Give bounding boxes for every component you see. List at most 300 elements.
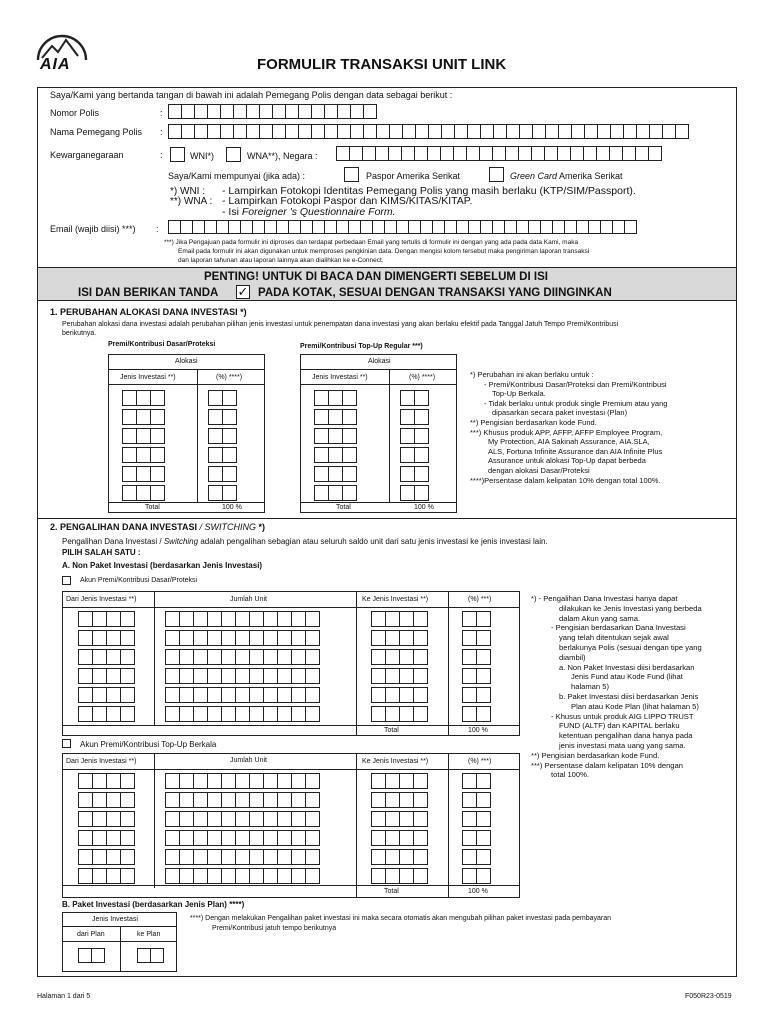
digit-box[interactable] — [150, 466, 165, 482]
digit-box[interactable] — [106, 687, 121, 703]
digit-box[interactable] — [342, 447, 357, 463]
digit-box[interactable] — [208, 390, 223, 406]
digit-input-row[interactable] — [165, 630, 319, 646]
digit-box[interactable] — [400, 485, 415, 501]
digit-input-row[interactable] — [462, 868, 490, 884]
digit-box[interactable] — [106, 830, 121, 846]
digit-box[interactable] — [277, 687, 292, 703]
digit-box[interactable] — [120, 773, 135, 789]
digit-input-row[interactable] — [122, 428, 164, 444]
digit-box[interactable] — [106, 792, 121, 808]
digit-box[interactable] — [371, 630, 386, 646]
digit-box[interactable] — [371, 649, 386, 665]
digit-box[interactable] — [120, 849, 135, 865]
digit-box[interactable] — [221, 706, 236, 722]
digit-box[interactable] — [78, 611, 93, 627]
digit-input-row[interactable] — [165, 773, 319, 789]
digit-box[interactable] — [106, 611, 121, 627]
digit-box[interactable] — [249, 811, 264, 827]
digit-input-row[interactable] — [78, 687, 134, 703]
digit-input-row[interactable] — [208, 428, 236, 444]
digit-box[interactable] — [462, 868, 477, 884]
digit-box[interactable] — [342, 409, 357, 425]
digit-box[interactable] — [399, 792, 414, 808]
digit-box[interactable] — [277, 868, 292, 884]
digit-box[interactable] — [249, 773, 264, 789]
digit-box[interactable] — [291, 706, 306, 722]
digit-input-row[interactable] — [122, 390, 164, 406]
digit-box[interactable] — [263, 773, 278, 789]
digit-box[interactable] — [193, 706, 208, 722]
digit-box[interactable] — [328, 428, 343, 444]
digit-input-row[interactable] — [371, 849, 427, 865]
digit-input-row[interactable] — [78, 773, 134, 789]
digit-box[interactable] — [277, 773, 292, 789]
digit-box[interactable] — [120, 868, 135, 884]
digit-box[interactable] — [193, 849, 208, 865]
digit-box[interactable] — [305, 687, 320, 703]
digit-box[interactable] — [193, 630, 208, 646]
digit-box[interactable] — [371, 706, 386, 722]
digit-box[interactable] — [249, 706, 264, 722]
digit-input-row[interactable] — [314, 447, 356, 463]
digit-box[interactable] — [314, 466, 329, 482]
digit-box[interactable] — [249, 687, 264, 703]
digit-box[interactable] — [179, 668, 194, 684]
digit-box[interactable] — [207, 773, 222, 789]
digit-box[interactable] — [291, 649, 306, 665]
digit-box[interactable] — [235, 849, 250, 865]
digit-box[interactable] — [120, 630, 135, 646]
digit-box[interactable] — [263, 868, 278, 884]
digit-box[interactable] — [462, 830, 477, 846]
digit-box[interactable] — [385, 830, 400, 846]
digit-input-row[interactable] — [78, 706, 134, 722]
digit-input-row[interactable] — [462, 811, 490, 827]
digit-box[interactable] — [342, 485, 357, 501]
digit-box[interactable] — [328, 466, 343, 482]
digit-box[interactable] — [92, 792, 107, 808]
digit-box[interactable] — [263, 687, 278, 703]
digit-box[interactable] — [165, 668, 180, 684]
digit-input-row[interactable] — [462, 630, 490, 646]
digit-box[interactable] — [165, 811, 180, 827]
digit-box[interactable] — [221, 611, 236, 627]
digit-box[interactable] — [371, 668, 386, 684]
ke-plan-input[interactable] — [137, 948, 163, 963]
digit-input-row[interactable] — [122, 466, 164, 482]
digit-box[interactable] — [314, 409, 329, 425]
digit-box[interactable] — [263, 668, 278, 684]
digit-input-row[interactable] — [314, 466, 356, 482]
digit-input-row[interactable] — [78, 668, 134, 684]
digit-box[interactable] — [462, 706, 477, 722]
digit-input-row[interactable] — [165, 830, 319, 846]
digit-box[interactable] — [208, 409, 223, 425]
digit-input-row[interactable] — [78, 611, 134, 627]
digit-box[interactable] — [305, 811, 320, 827]
digit-box[interactable] — [413, 830, 428, 846]
digit-box[interactable] — [208, 428, 223, 444]
digit-box[interactable] — [413, 792, 428, 808]
digit-box[interactable] — [106, 668, 121, 684]
digit-box[interactable] — [328, 485, 343, 501]
digit-box[interactable] — [249, 630, 264, 646]
digit-box[interactable] — [476, 849, 491, 865]
digit-box[interactable] — [122, 409, 137, 425]
digit-input-row[interactable] — [78, 830, 134, 846]
digit-box[interactable] — [342, 390, 357, 406]
digit-box[interactable] — [385, 792, 400, 808]
digit-input-row[interactable] — [165, 849, 319, 865]
digit-box[interactable] — [106, 849, 121, 865]
digit-box[interactable] — [221, 868, 236, 884]
digit-box[interactable] — [385, 630, 400, 646]
digit-box[interactable] — [305, 868, 320, 884]
digit-box[interactable] — [413, 706, 428, 722]
digit-box[interactable] — [277, 849, 292, 865]
digit-input-row[interactable] — [371, 649, 427, 665]
digit-box[interactable] — [371, 773, 386, 789]
digit-input-row[interactable] — [371, 611, 427, 627]
digit-box[interactable] — [399, 830, 414, 846]
digit-input-row[interactable] — [314, 390, 356, 406]
akun-dasar-checkbox[interactable] — [62, 576, 71, 585]
digit-box[interactable] — [291, 868, 306, 884]
digit-box[interactable] — [179, 868, 194, 884]
digit-box[interactable] — [221, 811, 236, 827]
digit-box[interactable] — [476, 811, 491, 827]
digit-box[interactable] — [235, 668, 250, 684]
digit-box[interactable] — [413, 773, 428, 789]
digit-box[interactable] — [385, 611, 400, 627]
digit-box[interactable] — [150, 485, 165, 501]
email-input[interactable] — [168, 220, 636, 234]
digit-input-row[interactable] — [165, 868, 319, 884]
digit-box[interactable] — [165, 773, 180, 789]
digit-box[interactable] — [277, 611, 292, 627]
digit-box[interactable] — [235, 830, 250, 846]
digit-box[interactable] — [277, 668, 292, 684]
digit-box[interactable] — [462, 630, 477, 646]
digit-input-row[interactable] — [165, 687, 319, 703]
digit-box[interactable] — [400, 447, 415, 463]
digit-box[interactable] — [92, 649, 107, 665]
digit-box[interactable] — [193, 868, 208, 884]
negara-input[interactable] — [336, 146, 661, 161]
digit-box[interactable] — [263, 611, 278, 627]
digit-box[interactable] — [291, 668, 306, 684]
digit-box[interactable] — [120, 792, 135, 808]
digit-box[interactable] — [122, 485, 137, 501]
digit-box[interactable] — [414, 466, 429, 482]
digit-box[interactable] — [193, 792, 208, 808]
digit-box[interactable] — [249, 649, 264, 665]
digit-input-row[interactable] — [208, 409, 236, 425]
digit-box[interactable] — [305, 773, 320, 789]
digit-box[interactable] — [106, 773, 121, 789]
digit-box[interactable] — [399, 668, 414, 684]
digit-box[interactable] — [291, 773, 306, 789]
digit-input-row[interactable] — [208, 390, 236, 406]
digit-box[interactable] — [235, 687, 250, 703]
digit-box[interactable] — [193, 830, 208, 846]
digit-box[interactable] — [400, 466, 415, 482]
digit-box[interactable] — [122, 390, 137, 406]
digit-box[interactable] — [414, 485, 429, 501]
digit-input-row[interactable] — [371, 811, 427, 827]
digit-box[interactable] — [179, 611, 194, 627]
digit-box[interactable] — [328, 390, 343, 406]
digit-input-row[interactable] — [165, 668, 319, 684]
digit-box[interactable] — [314, 428, 329, 444]
digit-box[interactable] — [136, 409, 151, 425]
digit-input-row[interactable] — [371, 792, 427, 808]
digit-input-row[interactable] — [462, 849, 490, 865]
digit-box[interactable] — [413, 611, 428, 627]
digit-box[interactable] — [106, 868, 121, 884]
digit-box[interactable] — [92, 706, 107, 722]
digit-box[interactable] — [399, 649, 414, 665]
digit-box[interactable] — [208, 485, 223, 501]
digit-box[interactable] — [207, 611, 222, 627]
wni-checkbox[interactable] — [170, 147, 185, 162]
digit-box[interactable] — [291, 792, 306, 808]
digit-input-row[interactable] — [314, 428, 356, 444]
digit-input-row[interactable] — [208, 447, 236, 463]
digit-input-row[interactable] — [462, 668, 490, 684]
digit-box[interactable] — [221, 773, 236, 789]
digit-box[interactable] — [193, 773, 208, 789]
digit-box[interactable] — [179, 849, 194, 865]
digit-box[interactable] — [92, 773, 107, 789]
digit-box[interactable] — [235, 773, 250, 789]
digit-input-row[interactable] — [165, 811, 319, 827]
digit-box[interactable] — [165, 630, 180, 646]
digit-box[interactable] — [305, 830, 320, 846]
digit-input-row[interactable] — [462, 792, 490, 808]
digit-input-row[interactable] — [78, 630, 134, 646]
digit-box[interactable] — [221, 792, 236, 808]
digit-box[interactable] — [193, 811, 208, 827]
digit-input-row[interactable] — [165, 792, 319, 808]
digit-box[interactable] — [263, 706, 278, 722]
digit-box[interactable] — [291, 611, 306, 627]
digit-box[interactable] — [179, 630, 194, 646]
digit-box[interactable] — [221, 830, 236, 846]
digit-box[interactable] — [249, 849, 264, 865]
digit-box[interactable] — [207, 792, 222, 808]
digit-box[interactable] — [122, 428, 137, 444]
digit-box[interactable] — [165, 611, 180, 627]
digit-box[interactable] — [291, 630, 306, 646]
digit-box[interactable] — [462, 668, 477, 684]
digit-box[interactable] — [305, 792, 320, 808]
digit-box[interactable] — [235, 649, 250, 665]
digit-box[interactable] — [476, 649, 491, 665]
digit-box[interactable] — [371, 611, 386, 627]
digit-box[interactable] — [305, 706, 320, 722]
digit-box[interactable] — [78, 773, 93, 789]
digit-box[interactable] — [207, 649, 222, 665]
digit-box[interactable] — [221, 630, 236, 646]
digit-box[interactable] — [207, 630, 222, 646]
digit-box[interactable] — [342, 428, 357, 444]
digit-input-row[interactable] — [462, 611, 490, 627]
nama-pemegang-input[interactable] — [168, 124, 688, 139]
digit-input-row[interactable] — [78, 868, 134, 884]
wna-checkbox[interactable] — [226, 147, 241, 162]
digit-box[interactable] — [371, 687, 386, 703]
digit-box[interactable] — [222, 485, 237, 501]
dari-plan-input[interactable] — [78, 948, 104, 963]
digit-box[interactable] — [462, 611, 477, 627]
digit-box[interactable] — [277, 706, 292, 722]
digit-box[interactable] — [371, 849, 386, 865]
digit-box[interactable] — [385, 687, 400, 703]
digit-box[interactable] — [342, 466, 357, 482]
digit-box[interactable] — [221, 649, 236, 665]
digit-box[interactable] — [305, 668, 320, 684]
digit-box[interactable] — [462, 811, 477, 827]
digit-input-row[interactable] — [462, 649, 490, 665]
digit-box[interactable] — [78, 849, 93, 865]
digit-box[interactable] — [221, 687, 236, 703]
digit-input-row[interactable] — [400, 466, 428, 482]
digit-box[interactable] — [413, 630, 428, 646]
digit-box[interactable] — [165, 649, 180, 665]
digit-box[interactable] — [249, 668, 264, 684]
digit-input-row[interactable] — [462, 830, 490, 846]
digit-box[interactable] — [476, 687, 491, 703]
digit-box[interactable] — [263, 649, 278, 665]
digit-box[interactable] — [277, 811, 292, 827]
digit-box[interactable] — [92, 849, 107, 865]
digit-box[interactable] — [249, 868, 264, 884]
digit-box[interactable] — [305, 849, 320, 865]
digit-box[interactable] — [92, 668, 107, 684]
digit-box[interactable] — [136, 447, 151, 463]
digit-box[interactable] — [414, 390, 429, 406]
digit-input-row[interactable] — [165, 649, 319, 665]
digit-box[interactable] — [150, 409, 165, 425]
digit-box[interactable] — [371, 868, 386, 884]
digit-input-row[interactable] — [208, 485, 236, 501]
digit-box[interactable] — [92, 611, 107, 627]
digit-box[interactable] — [399, 611, 414, 627]
digit-input-row[interactable] — [400, 428, 428, 444]
digit-box[interactable] — [371, 811, 386, 827]
digit-box[interactable] — [235, 611, 250, 627]
digit-box[interactable] — [120, 649, 135, 665]
digit-box[interactable] — [476, 611, 491, 627]
digit-box[interactable] — [235, 630, 250, 646]
digit-box[interactable] — [120, 611, 135, 627]
digit-box[interactable] — [136, 485, 151, 501]
digit-box[interactable] — [78, 630, 93, 646]
digit-box[interactable] — [414, 447, 429, 463]
digit-input-row[interactable] — [400, 409, 428, 425]
digit-box[interactable] — [291, 849, 306, 865]
digit-box[interactable] — [136, 428, 151, 444]
digit-box[interactable] — [165, 706, 180, 722]
digit-box[interactable] — [235, 811, 250, 827]
digit-box[interactable] — [263, 830, 278, 846]
digit-box[interactable] — [263, 792, 278, 808]
digit-box[interactable] — [462, 773, 477, 789]
digit-box[interactable] — [305, 611, 320, 627]
digit-input-row[interactable] — [78, 849, 134, 865]
digit-box[interactable] — [462, 687, 477, 703]
digit-box[interactable] — [263, 849, 278, 865]
digit-box[interactable] — [399, 773, 414, 789]
digit-box[interactable] — [476, 706, 491, 722]
digit-box[interactable] — [476, 668, 491, 684]
digit-box[interactable] — [106, 630, 121, 646]
digit-box[interactable] — [414, 409, 429, 425]
digit-box[interactable] — [413, 811, 428, 827]
digit-box[interactable] — [328, 409, 343, 425]
digit-box[interactable] — [291, 811, 306, 827]
digit-box[interactable] — [120, 811, 135, 827]
digit-box[interactable] — [277, 830, 292, 846]
digit-box[interactable] — [78, 668, 93, 684]
paspor-as-checkbox[interactable] — [344, 167, 359, 182]
digit-box[interactable] — [193, 649, 208, 665]
digit-box[interactable] — [414, 428, 429, 444]
digit-box[interactable] — [222, 390, 237, 406]
digit-box[interactable] — [385, 868, 400, 884]
digit-box[interactable] — [165, 687, 180, 703]
digit-box[interactable] — [179, 830, 194, 846]
digit-box[interactable] — [150, 428, 165, 444]
digit-box[interactable] — [207, 811, 222, 827]
digit-box[interactable] — [314, 390, 329, 406]
digit-box[interactable] — [413, 649, 428, 665]
digit-box[interactable] — [92, 830, 107, 846]
digit-box[interactable] — [413, 687, 428, 703]
nomor-polis-input[interactable] — [168, 104, 376, 119]
digit-box[interactable] — [179, 649, 194, 665]
digit-box[interactable] — [165, 792, 180, 808]
digit-box[interactable] — [78, 649, 93, 665]
digit-input-row[interactable] — [371, 668, 427, 684]
digit-box[interactable] — [462, 849, 477, 865]
digit-input-row[interactable] — [371, 830, 427, 846]
green-card-checkbox[interactable] — [489, 167, 504, 182]
digit-box[interactable] — [165, 849, 180, 865]
digit-input-row[interactable] — [122, 409, 164, 425]
digit-box[interactable] — [399, 706, 414, 722]
digit-box[interactable] — [462, 649, 477, 665]
digit-box[interactable] — [207, 849, 222, 865]
digit-box[interactable] — [179, 792, 194, 808]
digit-box[interactable] — [222, 409, 237, 425]
digit-box[interactable] — [314, 485, 329, 501]
digit-box[interactable] — [122, 466, 137, 482]
digit-box[interactable] — [120, 830, 135, 846]
digit-box[interactable] — [207, 830, 222, 846]
digit-box[interactable] — [371, 830, 386, 846]
digit-box[interactable] — [413, 849, 428, 865]
digit-box[interactable] — [235, 792, 250, 808]
digit-input-row[interactable] — [371, 773, 427, 789]
digit-input-row[interactable] — [371, 630, 427, 646]
digit-box[interactable] — [291, 687, 306, 703]
digit-box[interactable] — [106, 649, 121, 665]
digit-box[interactable] — [263, 630, 278, 646]
digit-box[interactable] — [120, 668, 135, 684]
